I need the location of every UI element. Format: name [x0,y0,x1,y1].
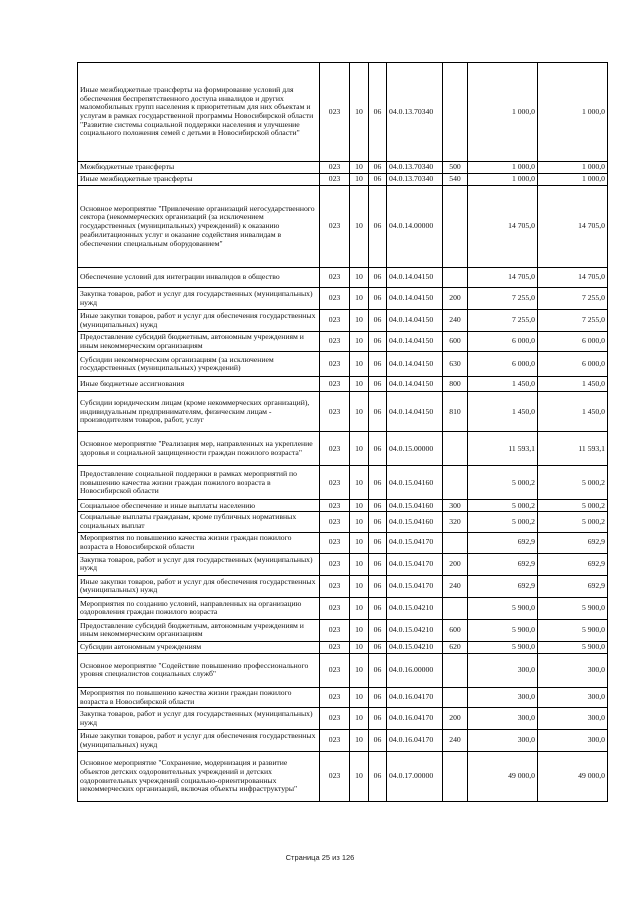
section-code: 10 [350,466,369,500]
row-name: Обеспечение условий для интеграции инвалидов в общество [78,268,320,288]
table-row [78,752,608,802]
row-name: Социальные выплаты гражданам, кроме публичных нормативных социальных выплат [78,512,320,532]
grbs-code: 023 [320,687,350,707]
section-code: 10 [350,708,369,730]
amount-year-2: 692,9 [538,532,608,553]
table-row [78,575,608,597]
target-item-code: 04.0.16.04170 [387,687,443,707]
amount-year-2: 300,0 [538,708,608,730]
subsection-code: 06 [369,332,387,352]
amount-year-1: 5 900,0 [468,641,538,653]
subsection-code: 06 [369,392,387,432]
table-row [78,392,608,432]
amount-year-2: 1 000,0 [538,162,608,174]
grbs-code: 023 [320,619,350,641]
section-code: 10 [350,186,369,268]
amount-year-1: 6 000,0 [468,352,538,377]
subsection-code: 06 [369,597,387,619]
section-code: 10 [350,268,369,288]
subsection-code: 06 [369,512,387,532]
grbs-code: 023 [320,553,350,575]
table-row [78,174,608,186]
amount-year-2: 14 705,0 [538,268,608,288]
amount-year-1: 6 000,0 [468,332,538,352]
amount-year-2: 7 255,0 [538,288,608,310]
amount-year-1: 1 450,0 [468,377,538,392]
section-code: 10 [350,619,369,641]
grbs-code: 023 [320,432,350,466]
table-row [78,352,608,377]
row-name: Основное мероприятие "Содействие повышению профессионального уровня специалистов социальных служб" [78,653,320,687]
subsection-code: 06 [369,288,387,310]
subsection-code: 06 [369,310,387,332]
subsection-code: 06 [369,162,387,174]
expense-type-code: 540 [443,174,468,186]
grbs-code: 023 [320,730,350,752]
row-name: Субсидии юридическим лицам (кроме некоммерческих организаций), индивидуальным предпринимателям, физическим лицам - производителям товаров, работ, услуг [78,392,320,432]
expense-type-code [443,432,468,466]
expense-type-code: 810 [443,392,468,432]
row-name: Основное мероприятие "Реализация мер, направленных на укрепление здоровья и социальной защищенности граждан пожилого возраста" [78,432,320,466]
table-row [78,553,608,575]
grbs-code: 023 [320,63,350,162]
section-code: 10 [350,500,369,512]
subsection-code: 06 [369,466,387,500]
expense-type-code: 300 [443,500,468,512]
subsection-code: 06 [369,500,387,512]
table-row [78,466,608,500]
amount-year-2: 14 705,0 [538,186,608,268]
amount-year-1: 300,0 [468,730,538,752]
expense-type-code: 320 [443,512,468,532]
table-row [78,641,608,653]
grbs-code: 023 [320,708,350,730]
row-name: Социальное обеспечение и иные выплаты населению [78,500,320,512]
page-number: Страница 25 из 126 [285,853,355,862]
target-item-code: 04.0.13.70340 [387,162,443,174]
table-body [78,63,608,802]
section-code: 10 [350,332,369,352]
amount-year-1: 692,9 [468,553,538,575]
table-row [78,332,608,352]
amount-year-1: 14 705,0 [468,268,538,288]
grbs-code: 023 [320,752,350,802]
section-code: 10 [350,288,369,310]
grbs-code: 023 [320,352,350,377]
amount-year-1: 1 450,0 [468,392,538,432]
grbs-code: 023 [320,162,350,174]
target-item-code: 04.0.16.04170 [387,730,443,752]
row-name: Межбюджетные трансферты [78,162,320,174]
target-item-code: 04.0.15.04160 [387,466,443,500]
target-item-code: 04.0.13.70340 [387,174,443,186]
amount-year-2: 300,0 [538,653,608,687]
amount-year-2: 5 900,0 [538,597,608,619]
section-code: 10 [350,752,369,802]
target-item-code: 04.0.15.04160 [387,500,443,512]
amount-year-2: 300,0 [538,730,608,752]
grbs-code: 023 [320,532,350,553]
row-name: Иные закупки товаров, работ и услуг для обеспечения государственных (муниципальных) нужд [78,730,320,752]
amount-year-1: 692,9 [468,575,538,597]
section-code: 10 [350,553,369,575]
subsection-code: 06 [369,63,387,162]
subsection-code: 06 [369,752,387,802]
row-name: Предоставление социальной поддержки в рамках мероприятий по повышению качества жизни граждан пожилого возраста в Новосибирской области [78,466,320,500]
table-row [78,708,608,730]
expense-type-code [443,687,468,707]
expense-type-code: 200 [443,553,468,575]
target-item-code: 04.0.14.04150 [387,268,443,288]
target-item-code: 04.0.15.00000 [387,432,443,466]
amount-year-1: 14 705,0 [468,186,538,268]
amount-year-1: 1 000,0 [468,162,538,174]
amount-year-1: 5 000,2 [468,512,538,532]
subsection-code: 06 [369,532,387,553]
target-item-code: 04.0.15.04170 [387,532,443,553]
section-code: 10 [350,432,369,466]
amount-year-1: 300,0 [468,687,538,707]
target-item-code: 04.0.17.00000 [387,752,443,802]
section-code: 10 [350,575,369,597]
expense-type-code: 800 [443,377,468,392]
grbs-code: 023 [320,288,350,310]
subsection-code: 06 [369,352,387,377]
amount-year-2: 6 000,0 [538,352,608,377]
amount-year-1: 5 000,2 [468,500,538,512]
subsection-code: 06 [369,553,387,575]
target-item-code: 04.0.13.70340 [387,63,443,162]
grbs-code: 023 [320,332,350,352]
amount-year-1: 49 000,0 [468,752,538,802]
table-row [78,687,608,707]
amount-year-2: 49 000,0 [538,752,608,802]
grbs-code: 023 [320,186,350,268]
target-item-code: 04.0.15.04210 [387,641,443,653]
subsection-code: 06 [369,619,387,641]
table-row [78,162,608,174]
target-item-code: 04.0.14.04150 [387,352,443,377]
grbs-code: 023 [320,500,350,512]
expense-type-code: 240 [443,730,468,752]
amount-year-1: 1 000,0 [468,174,538,186]
amount-year-2: 300,0 [538,687,608,707]
subsection-code: 06 [369,268,387,288]
table-row [78,597,608,619]
table-row [78,730,608,752]
subsection-code: 06 [369,653,387,687]
subsection-code: 06 [369,708,387,730]
expense-type-code [443,532,468,553]
row-name: Закупка товаров, работ и услуг для государственных (муниципальных) нужд [78,553,320,575]
expense-type-code [443,466,468,500]
subsection-code: 06 [369,575,387,597]
expense-type-code [443,597,468,619]
expense-type-code: 240 [443,575,468,597]
row-name: Предоставление субсидий бюджетным, автономным учреждениям и иным некоммерческим организациям [78,332,320,352]
target-item-code: 04.0.15.04170 [387,575,443,597]
row-name: Закупка товаров, работ и услуг для государственных (муниципальных) нужд [78,708,320,730]
row-name: Иные бюджетные ассигнования [78,377,320,392]
expense-type-code: 630 [443,352,468,377]
amount-year-2: 692,9 [538,553,608,575]
amount-year-2: 11 593,1 [538,432,608,466]
row-name: Иные закупки товаров, работ и услуг для обеспечения государственных (муниципальных) нужд [78,310,320,332]
subsection-code: 06 [369,730,387,752]
section-code: 10 [350,687,369,707]
row-name: Закупка товаров, работ и услуг для государственных (муниципальных) нужд [78,288,320,310]
amount-year-2: 7 255,0 [538,310,608,332]
expense-type-code [443,752,468,802]
row-name: Субсидии некоммерческим организациям (за исключением государственных (муниципальных) учреждений) [78,352,320,377]
subsection-code: 06 [369,377,387,392]
amount-year-2: 5 000,2 [538,512,608,532]
target-item-code: 04.0.15.04170 [387,553,443,575]
expense-type-code: 600 [443,619,468,641]
amount-year-2: 5 900,0 [538,619,608,641]
subsection-code: 06 [369,186,387,268]
subsection-code: 06 [369,687,387,707]
grbs-code: 023 [320,466,350,500]
expense-type-code: 600 [443,332,468,352]
section-code: 10 [350,174,369,186]
table-row [78,653,608,687]
section-code: 10 [350,641,369,653]
amount-year-1: 7 255,0 [468,288,538,310]
table-row [78,512,608,532]
section-code: 10 [350,532,369,553]
amount-year-2: 6 000,0 [538,332,608,352]
amount-year-1: 5 900,0 [468,597,538,619]
amount-year-2: 1 450,0 [538,377,608,392]
amount-year-2: 5 000,2 [538,500,608,512]
row-name: Иные межбюджетные трансферты на формирование условий для обеспечения беспрепятственного доступа инвалидов и других маломобильных групп населения к приоритетным для них объектам и услугам в рамках государственной программы Новосибирской области "Развитие системы социальной поддержки населения и улучшение социального положения семей с детьми в Новосибирской области" [78,63,320,162]
table-row [78,186,608,268]
grbs-code: 023 [320,597,350,619]
amount-year-2: 1 000,0 [538,63,608,162]
amount-year-1: 1 000,0 [468,63,538,162]
amount-year-1: 7 255,0 [468,310,538,332]
amount-year-1: 11 593,1 [468,432,538,466]
grbs-code: 023 [320,268,350,288]
section-code: 10 [350,63,369,162]
expense-type-code: 500 [443,162,468,174]
row-name: Мероприятия по повышению качества жизни граждан пожилого возраста в Новосибирской области [78,532,320,553]
amount-year-2: 5 000,2 [538,466,608,500]
amount-year-2: 5 900,0 [538,641,608,653]
row-name: Субсидии автономным учреждениям [78,641,320,653]
target-item-code: 04.0.15.04210 [387,619,443,641]
table-row [78,288,608,310]
table-row [78,377,608,392]
grbs-code: 023 [320,512,350,532]
grbs-code: 023 [320,310,350,332]
row-name: Иные межбюджетные трансферты [78,174,320,186]
target-item-code: 04.0.14.04150 [387,332,443,352]
row-name: Мероприятия по повышению качества жизни граждан пожилого возраста в Новосибирской области [78,687,320,707]
section-code: 10 [350,310,369,332]
expense-type-code: 620 [443,641,468,653]
target-item-code: 04.0.14.04150 [387,392,443,432]
target-item-code: 04.0.14.04150 [387,288,443,310]
target-item-code: 04.0.14.04150 [387,310,443,332]
expense-type-code [443,268,468,288]
grbs-code: 023 [320,174,350,186]
row-name: Иные закупки товаров, работ и услуг для обеспечения государственных (муниципальных) нужд [78,575,320,597]
amount-year-1: 5 900,0 [468,619,538,641]
section-code: 10 [350,512,369,532]
grbs-code: 023 [320,377,350,392]
table-row [78,310,608,332]
grbs-code: 023 [320,575,350,597]
section-code: 10 [350,653,369,687]
target-item-code: 04.0.14.04150 [387,377,443,392]
target-item-code: 04.0.15.04210 [387,597,443,619]
table-row [78,63,608,162]
grbs-code: 023 [320,641,350,653]
target-item-code: 04.0.15.04160 [387,512,443,532]
expense-type-code: 240 [443,310,468,332]
expense-type-code: 200 [443,708,468,730]
expense-type-code [443,63,468,162]
amount-year-2: 1 450,0 [538,392,608,432]
target-item-code: 04.0.14.00000 [387,186,443,268]
amount-year-1: 300,0 [468,653,538,687]
section-code: 10 [350,162,369,174]
subsection-code: 06 [369,432,387,466]
row-name: Мероприятия по созданию условий, направленных на организацию оздоровления граждан пожилого возраста [78,597,320,619]
expense-type-code [443,186,468,268]
target-item-code: 04.0.16.04170 [387,708,443,730]
row-name: Предоставление субсидий бюджетным, автономным учреждениям и иным некоммерческим организациям [78,619,320,641]
section-code: 10 [350,392,369,432]
amount-year-1: 692,9 [468,532,538,553]
row-name: Основное мероприятие "Сохранение, модернизация и развитие объектов детских оздоровительных учреждений и детских оздоровительных учреждений социально-ориентированных некоммерческих организаций, включая объекты инфраструктуры" [78,752,320,802]
target-item-code: 04.0.16.00000 [387,653,443,687]
amount-year-2: 1 000,0 [538,174,608,186]
row-name: Основное мероприятие "Привлечение организаций негосударственного сектора (некоммерческих организаций (за исключением государственных (муниципальных) учреждений) к оказанию реабилитационных услуг и оказание содействия инвалидам в обеспечении специальным оборудованием" [78,186,320,268]
amount-year-1: 300,0 [468,708,538,730]
section-code: 10 [350,597,369,619]
subsection-code: 06 [369,641,387,653]
table-row [78,619,608,641]
amount-year-1: 5 000,2 [468,466,538,500]
section-code: 10 [350,352,369,377]
table-row [78,532,608,553]
section-code: 10 [350,377,369,392]
table-row [78,432,608,466]
expense-type-code: 200 [443,288,468,310]
subsection-code: 06 [369,174,387,186]
expense-type-code [443,653,468,687]
budget-table [77,62,608,802]
table-row [78,500,608,512]
grbs-code: 023 [320,653,350,687]
table-row [78,268,608,288]
amount-year-2: 692,9 [538,575,608,597]
section-code: 10 [350,730,369,752]
grbs-code: 023 [320,392,350,432]
